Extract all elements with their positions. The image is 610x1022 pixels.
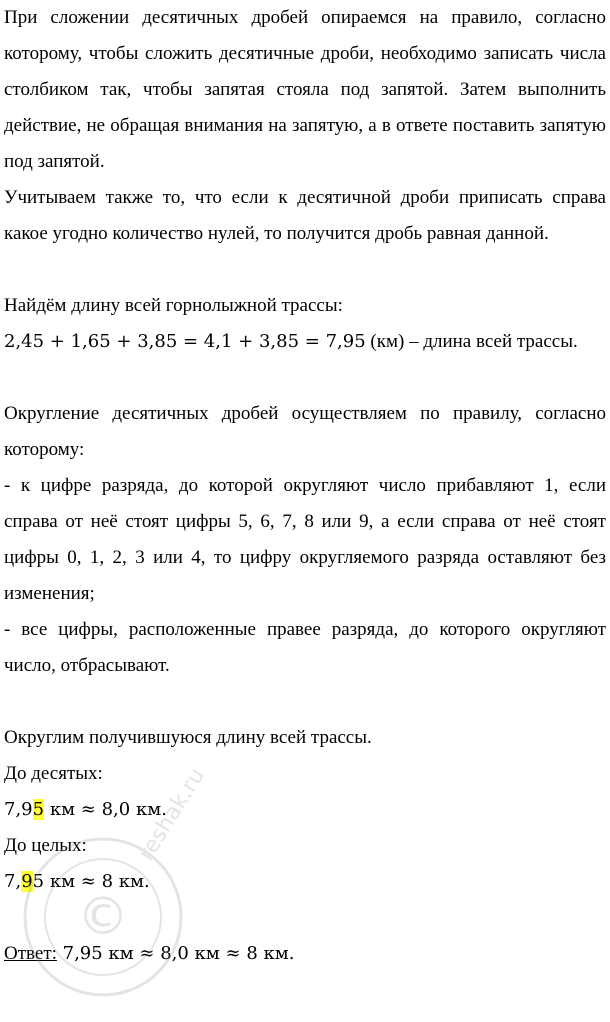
rounding-rule-1: - к цифре разряда, до которой округляют число прибавляют 1, если справа от неё стоят цифры 5, 6, 7, 8 или 9, а если справа от неё стоят цифры 0, 1, 2, 3 или 4, то цифру округляемого разряда оставляют без изменения; [4,475,606,604]
answer-label: Ответ: [4,943,57,964]
watermark-text: reshak.ru [133,763,211,866]
tenths-pre: 7,9 [4,799,33,820]
length-equation: 2,45 + 1,65 + 3,85 = 4,1 + 3,85 = 7,95 [4,331,366,352]
spacer [4,252,606,288]
tenths-highlight-digit: 5 [32,799,45,820]
answer-line [4,936,606,972]
whole-result [4,864,606,900]
whole-label: До целых: [4,835,87,856]
round-intro: Округлим получившуюся длину всей трассы. [4,727,372,748]
spacer [4,360,606,396]
rounding-rule-2: - все цифры, расположенные правее разряда, до которого округляют число, отбрасывают. [4,619,606,676]
length-suffix: (км) – длина всей трассы. [365,331,578,352]
whole-highlight-digit: 9 [21,871,33,892]
tenths-label: До десятых: [4,763,103,784]
rounding-rule-intro: Округление десятичных дробей осуществляем по правилу, согласно которому: [4,403,606,460]
watermark-symbol: © [77,887,129,947]
tenths-result [4,792,606,828]
tenths-post: км ≈ 8,0 км. [44,799,167,820]
answer-text: 7,95 км ≈ 8,0 км ≈ 8 км. [56,943,295,964]
find-length-heading: Найдём длину всей горнолыжной трассы: [4,295,343,316]
spacer [4,900,606,936]
whole-post: 5 км ≈ 8 км. [32,871,150,892]
length-equation-line [4,324,606,360]
spacer [4,684,606,720]
rule-addition-2: Учитываем также то, что если к десятичной дроби приписать справа какое угодно количество нулей, то получится дробь равная данной. [4,187,606,244]
whole-pre: 7, [4,871,22,892]
rule-addition-1: При сложении десятичных дробей опираемся на правило, согласно которому, чтобы сложить десятичные дроби, необходимо записать числа столбиком так, чтобы запятая стояла под запятой. Затем выполнить действие, не обращая внимания на запятую, а в ответе поставить запятую под запятой. [4,7,606,172]
